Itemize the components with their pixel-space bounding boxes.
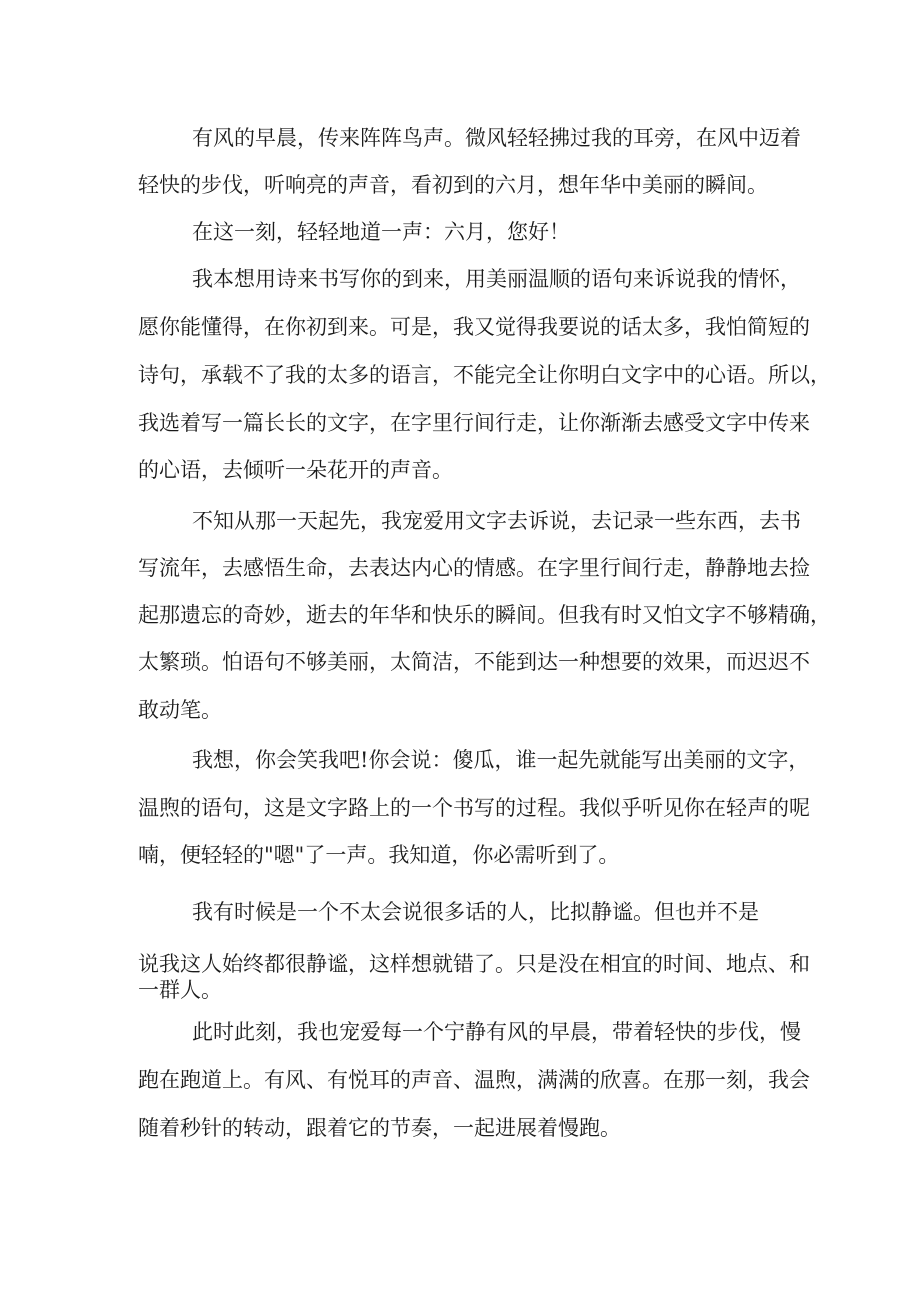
text-line: 太繁琐。怕语句不够美丽，太简洁，不能到达一种想要的效果，而迟迟不 (138, 650, 810, 674)
text-line: 我选着写一篇长长的文字，在字里行间行走，让你渐渐去感受文字中传来 (138, 411, 810, 435)
text-line: 诗句，承载不了我的太多的语言，不能完全让你明白文字中的心语。所以， (138, 363, 831, 387)
text-line: 轻快的步伐，听响亮的声音，看初到的六月，想年华中美丽的瞬间。 (138, 173, 768, 197)
text-line: 跑在跑道上。有风、有悦耳的声音、温煦，满满的欣喜。在那一刻，我会 (138, 1068, 810, 1092)
text-line: 不知从那一天起先，我宠爱用文字去诉说，去记录一些东西，去书 (192, 509, 801, 533)
text-line: 此时此刻，我也宠爱每一个宁静有风的早晨，带着轻快的步伐，慢 (192, 1020, 801, 1044)
text-line: 有风的早晨，传来阵阵鸟声。微风轻轻拂过我的耳旁，在风中迈着 (192, 126, 801, 150)
text-line: 写流年，去感悟生命，去表达内心的情感。在字里行间行走，静静地去捡 (138, 556, 810, 580)
text-line: 温煦的语句，这是文字路上的一个书写的过程。我似乎听见你在轻声的呢 (138, 796, 810, 820)
text-line: 一群人。 (138, 978, 222, 1002)
text-line: 我本想用诗来书写你的到来，用美丽温顺的语句来诉说我的情怀， (192, 267, 801, 291)
text-line: 敢动笔。 (138, 698, 222, 722)
text-line: 的心语，去倾听一朵花开的声音。 (138, 458, 453, 482)
text-line: 愿你能懂得，在你初到来。可是，我又觉得我要说的话太多，我怕简短的 (138, 315, 810, 339)
text-line: 我有时候是一个不太会说很多话的人，比拟静谧。但也并不是 (192, 900, 759, 924)
text-line: 说我这人始终都很静谧，这样想就错了。只是没在相宜的时间、地点、和 (138, 952, 810, 976)
text-line: 我想，你会笑我吧!你会说：傻瓜，谁一起先就能写出美丽的文字， (192, 748, 810, 772)
text-line: 随着秒针的转动，跟着它的节奏，一起进展着慢跑。 (138, 1116, 621, 1140)
text-line: 起那遗忘的奇妙，逝去的年华和快乐的瞬间。但我有时又怕文字不够精确， (138, 603, 831, 627)
text-line: 在这一刻，轻轻地道一声：六月，您好！ (192, 220, 570, 244)
text-line: 喃，便轻轻的"嗯"了一声。我知道，你必需听到了。 (138, 843, 620, 867)
